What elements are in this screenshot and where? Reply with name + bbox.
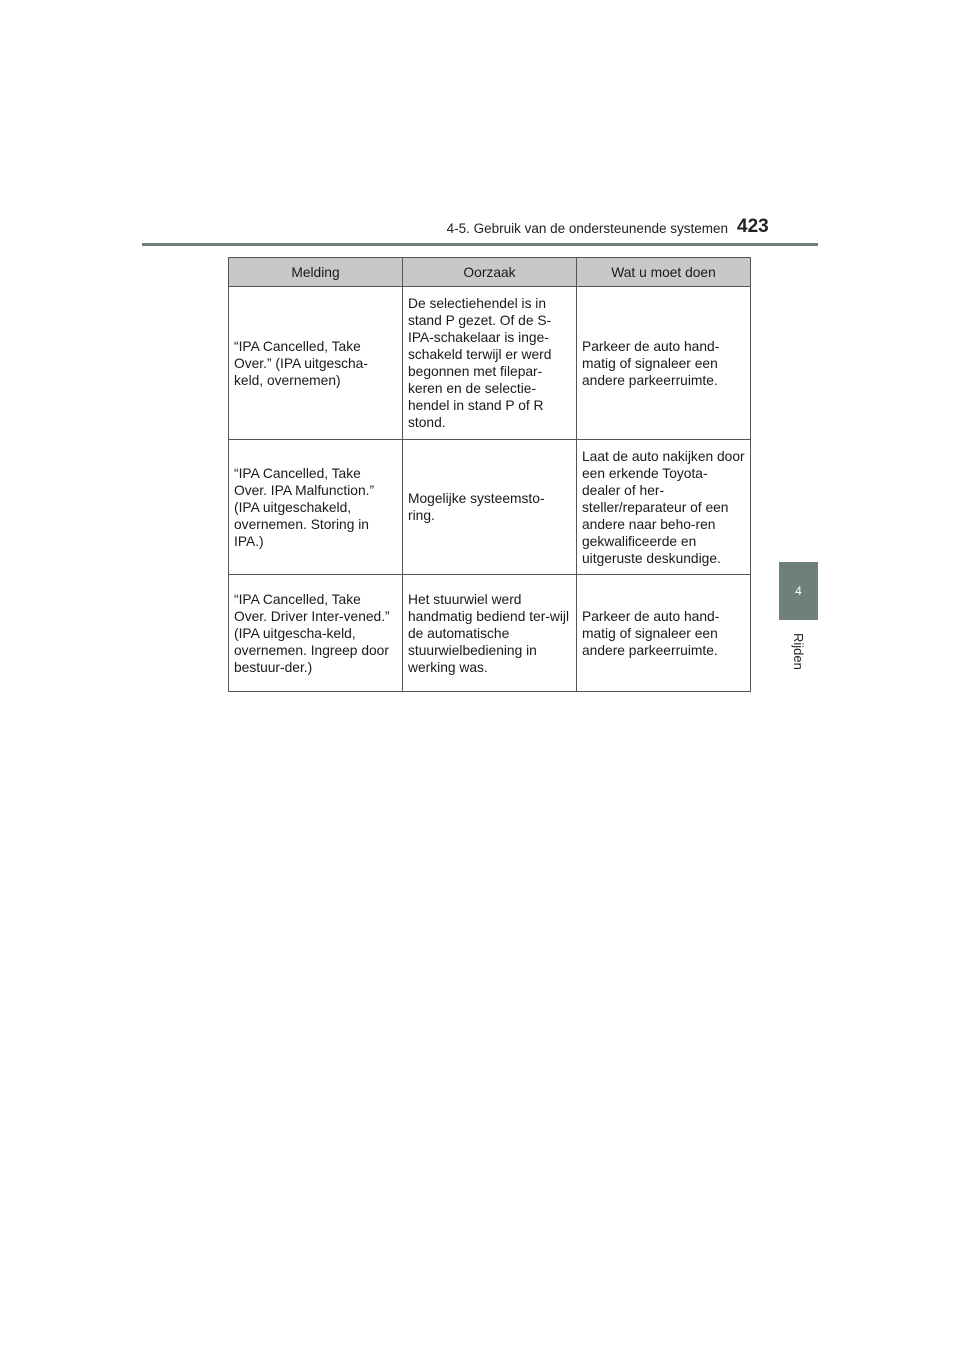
cell-melding: “IPA Cancelled, Take Over. IPA Malfunction.” (IPA uitgeschakeld, overnemen. Storing in IPA.) (229, 440, 403, 575)
column-header-melding: Melding (229, 258, 403, 287)
message-table (228, 257, 751, 692)
cell-oorzaak: De selectiehendel is in stand P gezet. Of de S-IPA-schakelaar is inge-schakeld terwijl er werd begonnen met filepar-keren en de selectie-hendel in stand P of R stond. (403, 287, 577, 440)
section-title: 4-5. Gebruik van de ondersteunende systemen (446, 221, 728, 236)
column-header-actie: Wat u moet doen (577, 258, 751, 287)
cell-melding: “IPA Cancelled, Take Over. Driver Inter-vened.” (IPA uitgescha-keld, overnemen. Ingreep door bestuur-der.) (229, 575, 403, 692)
cell-actie: Parkeer de auto hand-matig of signaleer een andere parkeerruimte. (577, 287, 751, 440)
table-row (229, 575, 751, 692)
header-divider (142, 243, 818, 246)
table-row (229, 287, 751, 440)
table-row (229, 440, 751, 575)
column-header-oorzaak: Oorzaak (403, 258, 577, 287)
page-number: 423 (737, 216, 769, 237)
cell-actie: Parkeer de auto hand-matig of signaleer een andere parkeerruimte. (577, 575, 751, 692)
cell-oorzaak: Mogelijke systeemsto-ring. (403, 440, 577, 575)
chapter-number: 4 (795, 584, 802, 598)
chapter-tab (779, 562, 818, 620)
cell-actie: Laat de auto nakijken door een erkende Toyota-dealer of her-steller/reparateur of een andere naar beho-ren gekwalificeerde en uitgeruste deskundige. (577, 440, 751, 575)
table-header-row (229, 258, 751, 287)
cell-melding: “IPA Cancelled, Take Over.” (IPA uitgescha-keld, overnemen) (229, 287, 403, 440)
cell-oorzaak: Het stuurwiel werd handmatig bediend ter-wijl de automatische stuurwielbediening in werking was. (403, 575, 577, 692)
chapter-label-container (779, 622, 818, 680)
chapter-label: Rijden (791, 632, 806, 670)
